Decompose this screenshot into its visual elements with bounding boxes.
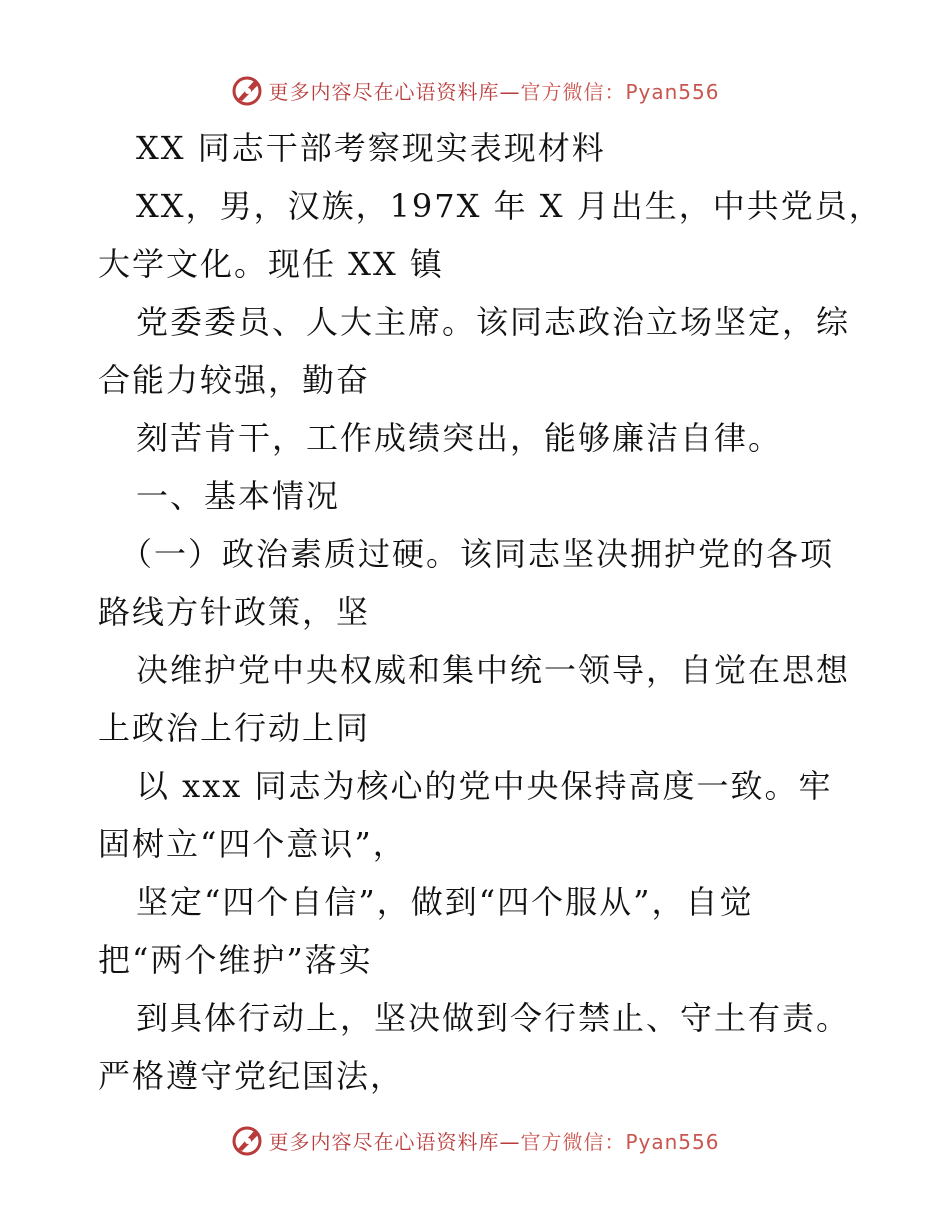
paragraph-line: （一）政治素质过硬。该同志坚决拥护党的各项	[120, 535, 835, 573]
section-heading: 一、基本情况	[136, 477, 341, 515]
header-watermark-banner	[0, 70, 950, 110]
banner-main-text: 更多内容尽在心语资料库	[268, 1129, 500, 1154]
paragraph-line: 坚定“四个自信”，做到“四个服从”，自觉	[136, 883, 754, 921]
banner-text	[268, 1126, 719, 1155]
paragraph-line: 大学文化。现任 XX 镇	[98, 245, 444, 283]
paragraph-line: 路线方针政策，坚	[98, 593, 371, 631]
banner-wechat-text: 官方微信：Pyan556	[520, 79, 720, 104]
paragraph-line: 合能力较强，勤奋	[98, 361, 371, 399]
paragraph-line: 以 xxx 同志为核心的党中央保持高度一致。牢	[136, 767, 833, 805]
banner-text	[268, 76, 719, 105]
banner-main-text: 更多内容尽在心语资料库	[268, 79, 500, 104]
paragraph-line: 决维护党中央权威和集中统一领导，自觉在思想	[136, 651, 851, 689]
banner-separator: —	[499, 79, 521, 104]
paragraph-line: 到具体行动上，坚决做到令行禁止、守土有责。	[136, 999, 851, 1037]
paragraph-line: 把“两个维护”落实	[98, 941, 373, 979]
paragraph-line: 党委委员、人大主席。该同志政治立场坚定，综	[136, 303, 851, 341]
footer-watermark-banner	[0, 1120, 950, 1160]
pen-logo-icon	[230, 73, 264, 107]
document-title: XX 同志干部考察现实表现材料	[136, 129, 606, 167]
paragraph-line: XX，男，汉族，197X 年 X 月出生，中共党员，	[136, 187, 883, 225]
banner-separator: —	[499, 1129, 521, 1154]
paragraph-line: 固树立“四个意识”，	[98, 825, 407, 863]
paragraph-line: 上政治上行动上同	[98, 709, 371, 747]
paragraph-line: 严格遵守党纪国法，	[98, 1057, 405, 1095]
pen-logo-icon	[230, 1123, 264, 1157]
paragraph-line: 刻苦肯干，工作成绩突出，能够廉洁自律。	[136, 419, 783, 457]
banner-wechat-text: 官方微信：Pyan556	[520, 1129, 720, 1154]
